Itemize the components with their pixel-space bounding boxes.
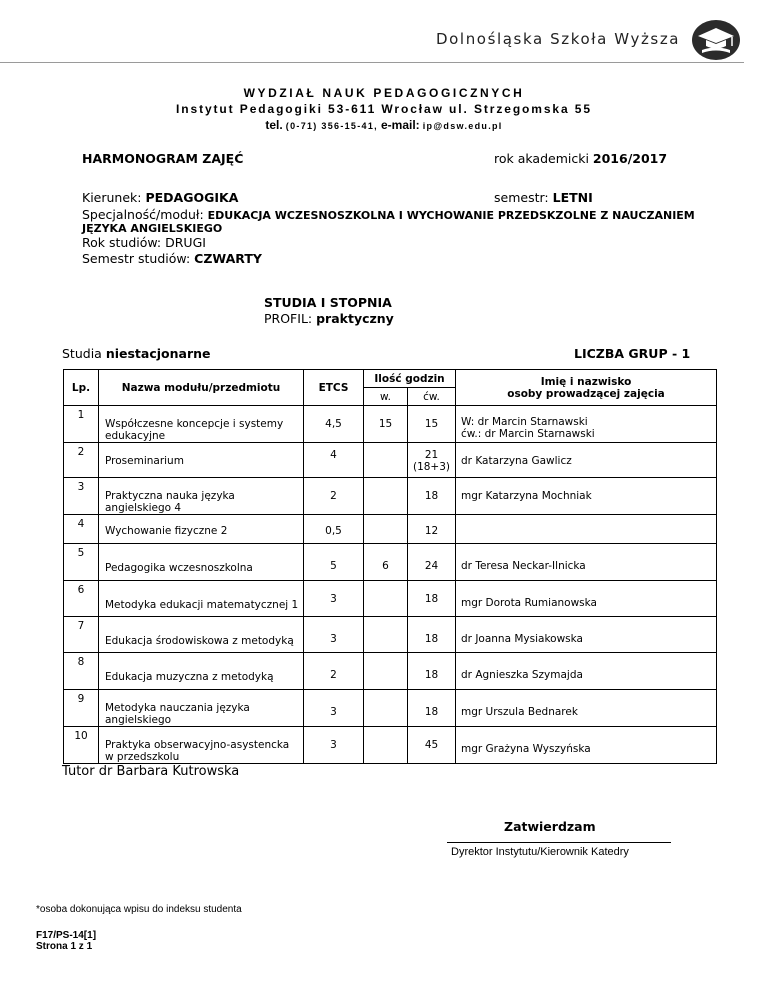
table-row — [64, 690, 717, 727]
row-cw-value: 21 — [424, 449, 439, 461]
row-ects: 3 — [304, 581, 364, 617]
row-name: Pedagogika wczesnoszkolna — [99, 544, 304, 581]
header-w: w. — [364, 388, 408, 406]
row-ects: 4 — [304, 443, 364, 478]
row-name: Metodyka edukacji matematycznej 1 — [99, 581, 304, 617]
row-teacher: mgr Katarzyna Mochniak — [456, 478, 717, 515]
row-ects: 4,5 — [304, 406, 364, 443]
header-name: Nazwa modułu/przedmiotu — [99, 370, 304, 406]
row-teacher-line2: ćw.: dr Marcin Starnawski — [461, 428, 595, 440]
row-lp: 8 — [64, 653, 99, 690]
form-code-block — [36, 930, 96, 952]
row-w — [364, 727, 408, 764]
row-cw-breakdown: (18+3) — [412, 461, 451, 473]
row-name: Wychowanie fizyczne 2 — [99, 515, 304, 544]
row-lp: 6 — [64, 581, 99, 617]
table-row — [64, 515, 717, 544]
group-count: LICZBA GRUP - 1 — [574, 346, 691, 361]
row-lp: 10 — [64, 727, 99, 764]
row-cw: 18 — [408, 617, 456, 653]
footnote: *osoba dokonująca wpisu do indeksu studenta — [36, 904, 242, 915]
study-year-value: DRUGI — [165, 235, 206, 250]
study-year-label: Rok studiów: — [82, 235, 162, 250]
row-lp: 3 — [64, 478, 99, 515]
academic-year-label: rok akademicki — [494, 151, 589, 166]
row-teacher: dr Joanna Mysiakowska — [456, 617, 717, 653]
row-cw — [408, 443, 456, 478]
row-ects: 2 — [304, 478, 364, 515]
direction-value: PEDAGOGIKA — [145, 190, 239, 205]
row-cw: 15 — [408, 406, 456, 443]
row-name: Edukacja środowiskowa z metodyką — [99, 617, 304, 653]
row-cw: 18 — [408, 653, 456, 690]
header-rule — [0, 62, 744, 63]
academic-year-value: 2016/2017 — [592, 151, 668, 166]
row-teacher — [456, 406, 717, 443]
row-w — [364, 478, 408, 515]
table-row — [64, 727, 717, 764]
row-name: Praktyka obserwacyjno-asystencka w przedszkolu — [99, 727, 304, 764]
row-lp: 7 — [64, 617, 99, 653]
row-ects: 0,5 — [304, 515, 364, 544]
row-lp: 5 — [64, 544, 99, 581]
row-name: Praktyczna nauka języka angielskiego 4 — [99, 478, 304, 515]
schedule-table — [63, 369, 717, 764]
row-lp: 1 — [64, 406, 99, 443]
row-name: Współczesne koncepcje i systemy edukacyjne — [99, 406, 304, 443]
study-year — [82, 235, 206, 250]
tutor: Tutor dr Barbara Kutrowska — [62, 764, 240, 779]
row-w — [364, 443, 408, 478]
header-lp: Lp. — [64, 370, 99, 406]
row-ects: 3 — [304, 690, 364, 727]
row-w — [364, 515, 408, 544]
header-hours: Ilość godzin — [364, 370, 456, 388]
study-mode-label: Studia — [62, 346, 102, 361]
direction — [82, 190, 238, 205]
degree: STUDIA I STOPNIA — [264, 295, 392, 310]
row-teacher: dr Teresa Neckar-Ilnicka — [456, 544, 717, 581]
row-teacher: dr Agnieszka Szymajda — [456, 653, 717, 690]
row-ects: 3 — [304, 727, 364, 764]
row-lp: 9 — [64, 690, 99, 727]
study-mode-value: niestacjonarne — [105, 346, 211, 361]
specialty — [82, 207, 762, 222]
row-teacher — [456, 515, 717, 544]
row-w: 6 — [364, 544, 408, 581]
row-cw: 24 — [408, 544, 456, 581]
row-teacher: dr Katarzyna Gawlicz — [456, 443, 717, 478]
row-lp: 2 — [64, 443, 99, 478]
email-label: e-mail: — [381, 118, 420, 132]
study-semester-value: CZWARTY — [194, 251, 262, 266]
contact-line — [0, 118, 768, 132]
header-teacher-line2: osoby prowadzącej zajęcia — [507, 387, 665, 400]
row-cw: 18 — [408, 690, 456, 727]
header-cw: ćw. — [408, 388, 456, 406]
semester-value: LETNI — [552, 190, 593, 205]
study-semester — [82, 251, 262, 266]
school-name: Dolnośląska Szkoła Wyższa — [436, 30, 681, 48]
study-mode — [62, 346, 210, 361]
row-ects: 2 — [304, 653, 364, 690]
row-name: Metodyka nauczania języka angielskiego — [99, 690, 304, 727]
row-w — [364, 690, 408, 727]
header-teacher-line1: Imię i nazwisko — [540, 375, 632, 388]
page-number: Strona 1 z 1 — [36, 941, 93, 952]
table-row — [64, 544, 717, 581]
row-name: Edukacja muzyczna z metodyką — [99, 653, 304, 690]
approve-label: Zatwierdzam — [504, 819, 596, 834]
row-name: Proseminarium — [99, 443, 304, 478]
semester-label: semestr: — [494, 190, 549, 205]
row-cw: 12 — [408, 515, 456, 544]
table-row — [64, 581, 717, 617]
row-teacher: mgr Urszula Bednarek — [456, 690, 717, 727]
email-value: ip@dsw.edu.pl — [422, 121, 503, 131]
profile — [264, 311, 394, 326]
row-w — [364, 581, 408, 617]
table-row — [64, 617, 717, 653]
profile-label: PROFIL: — [264, 311, 313, 326]
table-row — [64, 478, 717, 515]
header-teacher — [456, 370, 717, 406]
row-cw: 18 — [408, 478, 456, 515]
row-teacher: mgr Grażyna Wyszyńska — [456, 727, 717, 764]
table-row — [64, 443, 717, 478]
specialty-value-line1: EDUKACJA WCZESNOSZKOLNA I WYCHOWANIE PRZEDSKZOLNE Z NAUCZANIEM — [207, 209, 695, 222]
direction-label: Kierunek: — [82, 190, 142, 205]
semester — [494, 190, 593, 205]
study-semester-label: Semestr studiów: — [82, 251, 191, 266]
tel-value: (0-71) 356-15-41, — [285, 121, 378, 131]
row-ects: 3 — [304, 617, 364, 653]
row-w — [364, 653, 408, 690]
specialty-value-line2: JĘZYKA ANGIELSKIEGO — [82, 222, 223, 235]
academic-year — [494, 151, 667, 166]
header-ects: ETCS — [304, 370, 364, 406]
form-code: F17/PS-14[1] — [36, 930, 97, 941]
institute-address: Instytut Pedagogiki 53-611 Wrocław ul. Strzegomska 55 — [176, 102, 592, 116]
tel-label: tel. — [265, 118, 283, 132]
profile-value: praktyczny — [316, 311, 394, 326]
row-lp: 4 — [64, 515, 99, 544]
table-row — [64, 653, 717, 690]
row-cw: 18 — [408, 581, 456, 617]
signature-line — [447, 842, 671, 843]
row-w: 15 — [364, 406, 408, 443]
row-w — [364, 617, 408, 653]
faculty-name: WYDZIAŁ NAUK PEDAGOGICZNYCH — [243, 86, 525, 100]
row-ects: 5 — [304, 544, 364, 581]
row-teacher: mgr Dorota Rumianowska — [456, 581, 717, 617]
specialty-label: Specjalność/moduł: — [82, 207, 204, 222]
director-title: Dyrektor Instytutu/Kierownik Katedry — [451, 846, 629, 858]
row-cw: 45 — [408, 727, 456, 764]
table-row — [64, 406, 717, 443]
row-teacher-line1: W: dr Marcin Starnawski — [461, 416, 588, 428]
doc-title: HARMONOGRAM ZAJĘĆ — [82, 151, 244, 166]
graduation-cap-book-icon — [690, 18, 742, 62]
